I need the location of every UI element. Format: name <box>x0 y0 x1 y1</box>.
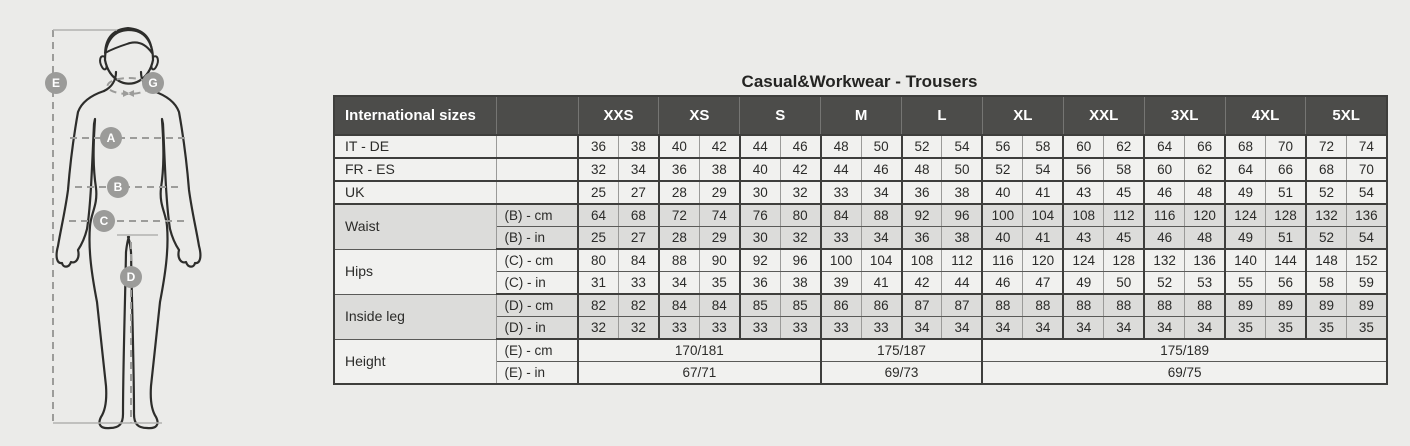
size-cell: 96 <box>780 249 820 272</box>
size-group-header-m: M <box>821 96 902 135</box>
unit-label: (C) - cm <box>496 249 578 272</box>
size-cell: 58 <box>1104 158 1144 181</box>
size-span-cell: 170/181 <box>578 339 821 362</box>
size-cell: 62 <box>1104 135 1144 158</box>
table-row <box>334 249 1387 272</box>
size-cell: 35 <box>1225 317 1265 340</box>
size-group-header-4xl: 4XL <box>1225 96 1306 135</box>
size-cell: 43 <box>1063 181 1103 204</box>
size-cell: 25 <box>578 227 618 250</box>
size-group-header-3xl: 3XL <box>1144 96 1225 135</box>
body-outline-drawing <box>0 0 280 446</box>
size-cell: 87 <box>902 294 942 317</box>
size-cell: 33 <box>618 272 658 295</box>
size-cell: 136 <box>1185 249 1225 272</box>
size-cell: 40 <box>982 227 1022 250</box>
size-cell: 45 <box>1104 181 1144 204</box>
size-cell: 35 <box>1306 317 1346 340</box>
size-cell: 34 <box>861 227 901 250</box>
table-row <box>334 181 1387 204</box>
size-cell: 53 <box>1185 272 1225 295</box>
size-cell: 29 <box>699 227 739 250</box>
size-cell: 68 <box>1306 158 1346 181</box>
size-cell: 96 <box>942 204 982 227</box>
size-cell: 34 <box>902 317 942 340</box>
size-cell: 87 <box>942 294 982 317</box>
size-cell: 34 <box>1063 317 1103 340</box>
size-cell: 74 <box>1346 135 1386 158</box>
size-cell: 38 <box>942 227 982 250</box>
size-cell: 30 <box>740 227 780 250</box>
size-cell: 88 <box>1144 294 1184 317</box>
size-cell: 132 <box>1306 204 1346 227</box>
size-cell: 136 <box>1346 204 1386 227</box>
size-cell: 48 <box>1185 181 1225 204</box>
size-cell: 88 <box>1063 294 1103 317</box>
size-cell: 33 <box>821 227 861 250</box>
size-cell: 86 <box>861 294 901 317</box>
size-cell: 89 <box>1225 294 1265 317</box>
unit-label: (D) - cm <box>496 294 578 317</box>
size-cell: 59 <box>1346 272 1386 295</box>
size-cell: 41 <box>1023 181 1063 204</box>
size-cell: 132 <box>1144 249 1184 272</box>
size-span-cell: 69/75 <box>982 362 1386 385</box>
measure-marker-c: C <box>93 210 115 232</box>
size-cell: 72 <box>1306 135 1346 158</box>
size-cell: 35 <box>699 272 739 295</box>
size-cell: 42 <box>902 272 942 295</box>
size-cell: 41 <box>1023 227 1063 250</box>
row-label: IT - DE <box>334 135 496 158</box>
size-cell: 80 <box>780 204 820 227</box>
size-cell: 88 <box>861 204 901 227</box>
size-cell: 80 <box>578 249 618 272</box>
size-cell: 68 <box>1225 135 1265 158</box>
size-cell: 29 <box>699 181 739 204</box>
size-cell: 47 <box>1023 272 1063 295</box>
size-cell: 43 <box>1063 227 1103 250</box>
size-cell: 33 <box>699 317 739 340</box>
size-cell: 39 <box>821 272 861 295</box>
left-arm <box>57 91 104 267</box>
unit-label: (C) - in <box>496 272 578 295</box>
international-sizes-header: International sizes <box>334 96 496 135</box>
size-cell: 38 <box>780 272 820 295</box>
size-cell: 49 <box>1225 181 1265 204</box>
size-cell: 33 <box>861 317 901 340</box>
size-cell: 54 <box>1346 181 1386 204</box>
size-cell: 30 <box>740 181 780 204</box>
size-cell: 46 <box>780 135 820 158</box>
unit-label <box>496 181 578 204</box>
size-cell: 92 <box>902 204 942 227</box>
size-cell: 82 <box>618 294 658 317</box>
measure-marker-d: D <box>120 266 142 288</box>
size-cell: 88 <box>1104 294 1144 317</box>
unit-label: (E) - in <box>496 362 578 385</box>
size-cell: 32 <box>780 227 820 250</box>
size-span-cell: 67/71 <box>578 362 821 385</box>
size-cell: 104 <box>1023 204 1063 227</box>
chart-title: Casual&Workwear - Trousers <box>741 72 978 91</box>
size-cell: 148 <box>1306 249 1346 272</box>
size-cell: 51 <box>1266 181 1306 204</box>
collar-bow <box>123 90 134 97</box>
size-cell: 128 <box>1266 204 1306 227</box>
row-label: Waist <box>334 204 496 249</box>
size-cell: 46 <box>982 272 1022 295</box>
size-cell: 58 <box>1306 272 1346 295</box>
size-span-cell: 175/189 <box>982 339 1386 362</box>
size-group-header-xxl: XXL <box>1063 96 1144 135</box>
size-cell: 116 <box>982 249 1022 272</box>
size-cell: 28 <box>659 227 699 250</box>
size-cell: 33 <box>821 181 861 204</box>
size-cell: 60 <box>1144 158 1184 181</box>
unit-label <box>496 158 578 181</box>
size-cell: 104 <box>861 249 901 272</box>
size-cell: 66 <box>1185 135 1225 158</box>
size-cell: 28 <box>659 181 699 204</box>
size-cell: 36 <box>578 135 618 158</box>
size-group-header-l: L <box>902 96 983 135</box>
size-cell: 38 <box>618 135 658 158</box>
size-cell: 74 <box>699 204 739 227</box>
size-cell: 88 <box>982 294 1022 317</box>
size-cell: 112 <box>1104 204 1144 227</box>
size-cell: 89 <box>1266 294 1306 317</box>
size-cell: 49 <box>1225 227 1265 250</box>
size-cell: 34 <box>618 158 658 181</box>
size-group-header-s: S <box>740 96 821 135</box>
size-cell: 46 <box>1144 227 1184 250</box>
row-label: Height <box>334 339 496 384</box>
size-cell: 33 <box>780 317 820 340</box>
size-cell: 76 <box>740 204 780 227</box>
measure-marker-e: E <box>45 72 67 94</box>
size-cell: 32 <box>618 317 658 340</box>
size-cell: 36 <box>740 272 780 295</box>
size-cell: 108 <box>902 249 942 272</box>
size-cell: 108 <box>1063 204 1103 227</box>
size-cell: 144 <box>1266 249 1306 272</box>
size-cell: 72 <box>659 204 699 227</box>
size-cell: 33 <box>740 317 780 340</box>
size-cell: 58 <box>1023 135 1063 158</box>
table-row <box>334 158 1387 181</box>
size-cell: 56 <box>982 135 1022 158</box>
size-cell: 31 <box>578 272 618 295</box>
size-cell: 34 <box>1185 317 1225 340</box>
size-cell: 52 <box>1144 272 1184 295</box>
unit-label <box>496 135 578 158</box>
unit-label: (E) - cm <box>496 339 578 362</box>
unit-label: (B) - cm <box>496 204 578 227</box>
size-cell: 120 <box>1023 249 1063 272</box>
body-measurement-figure <box>0 0 280 446</box>
size-cell: 64 <box>1225 158 1265 181</box>
table-row <box>334 294 1387 317</box>
size-cell: 56 <box>1063 158 1103 181</box>
size-cell: 35 <box>1346 317 1386 340</box>
size-cell: 40 <box>740 158 780 181</box>
size-cell: 46 <box>861 158 901 181</box>
row-label: Inside leg <box>334 294 496 339</box>
size-cell: 64 <box>578 204 618 227</box>
size-cell: 84 <box>618 249 658 272</box>
size-cell: 46 <box>1144 181 1184 204</box>
size-cell: 89 <box>1346 294 1386 317</box>
size-cell: 85 <box>740 294 780 317</box>
size-span-cell: 69/73 <box>821 362 983 385</box>
size-group-header-5xl: 5XL <box>1306 96 1387 135</box>
table-row <box>334 339 1387 362</box>
size-cell: 92 <box>740 249 780 272</box>
size-span-cell: 175/187 <box>821 339 983 362</box>
unit-label: (B) - in <box>496 227 578 250</box>
size-cell: 128 <box>1104 249 1144 272</box>
size-cell: 112 <box>942 249 982 272</box>
size-cell: 84 <box>821 204 861 227</box>
size-cell: 82 <box>578 294 618 317</box>
size-cell: 49 <box>1063 272 1103 295</box>
unit-label: (D) - in <box>496 317 578 340</box>
size-cell: 55 <box>1225 272 1265 295</box>
measure-marker-a: A <box>100 127 122 149</box>
size-cell: 32 <box>780 181 820 204</box>
right-arm <box>153 91 200 267</box>
size-cell: 124 <box>1225 204 1265 227</box>
size-cell: 152 <box>1346 249 1386 272</box>
size-cell: 38 <box>699 158 739 181</box>
size-group-header-xxs: XXS <box>578 96 659 135</box>
size-table <box>333 95 1388 385</box>
size-cell: 34 <box>1104 317 1144 340</box>
size-cell: 52 <box>902 135 942 158</box>
measure-marker-b: B <box>107 176 129 198</box>
size-cell: 66 <box>1266 158 1306 181</box>
size-cell: 35 <box>1266 317 1306 340</box>
size-cell: 32 <box>578 317 618 340</box>
size-cell: 44 <box>942 272 982 295</box>
size-cell: 51 <box>1266 227 1306 250</box>
size-cell: 36 <box>659 158 699 181</box>
size-cell: 70 <box>1266 135 1306 158</box>
size-cell: 27 <box>618 227 658 250</box>
size-cell: 124 <box>1063 249 1103 272</box>
size-cell: 48 <box>1185 227 1225 250</box>
size-cell: 40 <box>659 135 699 158</box>
size-cell: 33 <box>659 317 699 340</box>
hair-outline <box>105 28 152 53</box>
size-cell: 86 <box>821 294 861 317</box>
size-group-header-xl: XL <box>982 96 1063 135</box>
size-cell: 52 <box>982 158 1022 181</box>
size-cell: 40 <box>982 181 1022 204</box>
size-cell: 36 <box>902 227 942 250</box>
size-cell: 50 <box>1104 272 1144 295</box>
size-cell: 32 <box>578 158 618 181</box>
size-group-header-xs: XS <box>659 96 740 135</box>
size-cell: 45 <box>1104 227 1144 250</box>
size-cell: 120 <box>1185 204 1225 227</box>
size-cell: 50 <box>942 158 982 181</box>
size-cell: 42 <box>699 135 739 158</box>
size-cell: 89 <box>1306 294 1346 317</box>
size-cell: 41 <box>861 272 901 295</box>
size-cell: 34 <box>982 317 1022 340</box>
size-cell: 54 <box>1346 227 1386 250</box>
size-cell: 42 <box>780 158 820 181</box>
size-cell: 48 <box>821 135 861 158</box>
size-cell: 62 <box>1185 158 1225 181</box>
size-cell: 50 <box>861 135 901 158</box>
size-cell: 34 <box>1023 317 1063 340</box>
size-cell: 70 <box>1346 158 1386 181</box>
size-cell: 88 <box>1023 294 1063 317</box>
size-cell: 34 <box>861 181 901 204</box>
size-cell: 34 <box>942 317 982 340</box>
size-cell: 52 <box>1306 181 1346 204</box>
size-cell: 84 <box>699 294 739 317</box>
size-cell: 44 <box>821 158 861 181</box>
size-cell: 54 <box>942 135 982 158</box>
size-cell: 64 <box>1144 135 1184 158</box>
size-cell: 88 <box>659 249 699 272</box>
size-cell: 27 <box>618 181 658 204</box>
table-row <box>334 135 1387 158</box>
row-label: UK <box>334 181 496 204</box>
size-cell: 48 <box>902 158 942 181</box>
size-cell: 100 <box>982 204 1022 227</box>
size-cell: 54 <box>1023 158 1063 181</box>
size-cell: 44 <box>740 135 780 158</box>
size-cell: 34 <box>659 272 699 295</box>
size-cell: 85 <box>780 294 820 317</box>
table-row <box>334 204 1387 227</box>
size-cell: 33 <box>821 317 861 340</box>
size-cell: 116 <box>1144 204 1184 227</box>
size-cell: 34 <box>1144 317 1184 340</box>
size-cell: 36 <box>902 181 942 204</box>
size-cell: 56 <box>1266 272 1306 295</box>
size-cell: 60 <box>1063 135 1103 158</box>
size-cell: 68 <box>618 204 658 227</box>
size-cell: 88 <box>1185 294 1225 317</box>
size-cell: 52 <box>1306 227 1346 250</box>
row-label: Hips <box>334 249 496 294</box>
unit-column-header <box>496 96 578 135</box>
size-cell: 25 <box>578 181 618 204</box>
size-cell: 84 <box>659 294 699 317</box>
size-cell: 38 <box>942 181 982 204</box>
size-cell: 90 <box>699 249 739 272</box>
size-cell: 100 <box>821 249 861 272</box>
row-label: FR - ES <box>334 158 496 181</box>
size-cell: 140 <box>1225 249 1265 272</box>
measure-marker-g: G <box>142 72 164 94</box>
